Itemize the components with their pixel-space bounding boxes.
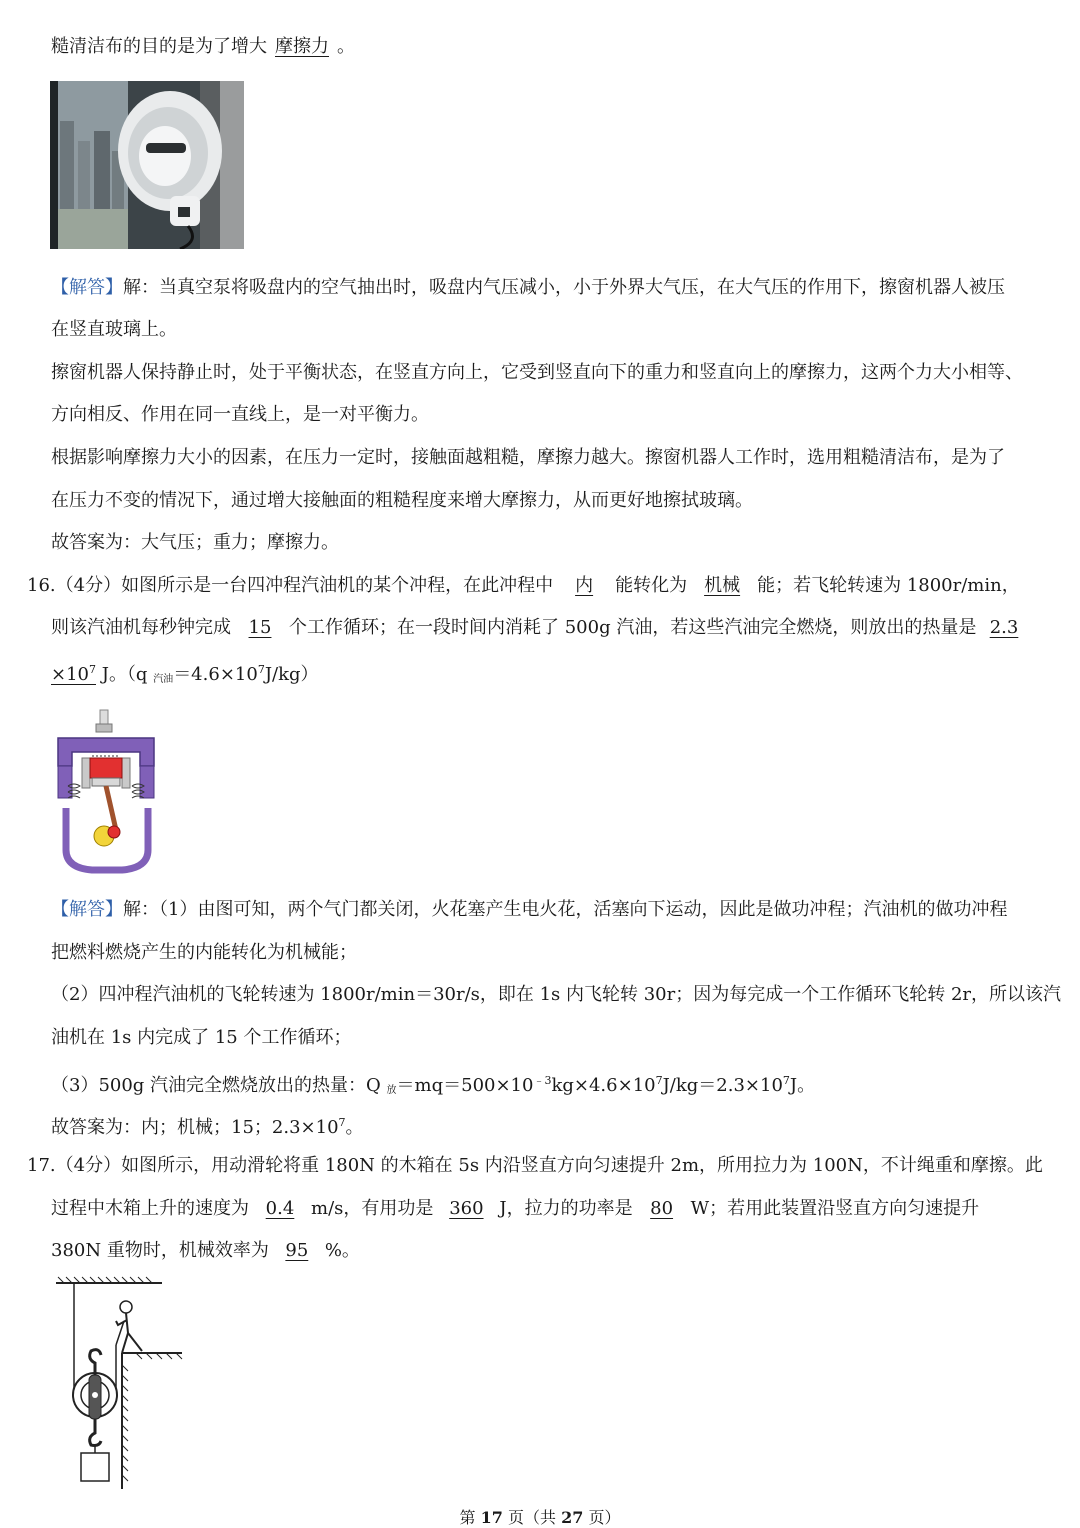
- q15-answer-blank: 摩擦力: [275, 36, 329, 57]
- current-page-number: 17: [480, 1508, 503, 1527]
- question-number: 17.: [27, 1155, 56, 1176]
- q16-answer-line-2: 把燃料燃烧产生的内能转化为机械能；: [51, 942, 357, 963]
- q17-blank-efficiency: 95: [285, 1240, 309, 1261]
- q17-blank-speed: 0.4: [265, 1198, 295, 1219]
- q15-answer-line-5: 根据影响摩擦力大小的因素，在压力一定时，接触面越粗糙，摩擦力越大。擦窗机器人工作时，选用粗糙清洁布，是为了: [51, 447, 1005, 468]
- q16-blank-energy-2: 机械: [704, 575, 741, 596]
- q16-answer-line-6: 故答案为：内；机械；15；$2.3\times 10^7$。: [51, 1116, 364, 1138]
- q16-blank-heat: 2.3: [989, 617, 1019, 638]
- q16-answer-line-3: （2）四冲程汽油机的飞轮转速为 1800r/min＝30r/s，即在 1s 内飞轮转 30r；因为每完成一个工作循环飞轮转 2r，所以该汽: [51, 984, 1062, 1005]
- q16-line-3: $\times 10^7$ J。（q $_{汽油}=4.6\times 10^7J/kg$）: [51, 663, 319, 685]
- total-page-count: 27: [561, 1508, 584, 1527]
- q15-answer-line-2: 在竖直玻璃上。: [51, 319, 177, 340]
- q15-answer-line-4: 方向相反、作用在同一直线上，是一对平衡力。: [51, 404, 429, 425]
- answer-tag: 【解答】: [51, 899, 123, 920]
- q17-blank-work: 360: [449, 1198, 484, 1219]
- q17-blank-power: 80: [650, 1198, 674, 1219]
- q17-line-2: 过程中木箱上升的速度为 0.4 m/s，有用功是 360 J，拉力的功率是 80 W；若用此装置沿竖直方向匀速提升: [51, 1196, 979, 1222]
- q16-answer-line-1: 【解答】解：（1）由图可知，两个气门都关闭，火花塞产生电火花，活塞向下运动，因此是做功冲程；汽油机的做功冲程: [51, 899, 1008, 920]
- q16-line-2: 则该汽油机每秒钟完成 15 个工作循环；在一段时间内消耗了 500g 汽油，若这些汽油完全燃烧，则放出的热量是 2.3: [51, 615, 1018, 641]
- movable-pulley-diagram: [52, 1275, 186, 1493]
- q16-blank-cycles: 15: [248, 617, 272, 638]
- q16-blank-energy-1: 内: [575, 575, 594, 596]
- question-number: 16.: [27, 575, 56, 596]
- q16-blank-heat-cont: $\times 10^7$: [51, 663, 96, 685]
- q16-answer-line-5: （3）500g 汽油完全燃烧放出的热量：Q $_放=mq=500\times 10^{﹣3}kg\times 4.6\times 10^7J/kg=2.3\times 10^7J$。: [51, 1074, 816, 1096]
- window-cleaning-robot-photo: [50, 81, 244, 249]
- q17-line-3: 380N 重物时，机械效率为 95 %。: [51, 1238, 360, 1264]
- four-stroke-engine-diagram: [52, 708, 160, 874]
- q15-answer-line-1: 【解答】解：当真空泵将吸盘内的空气抽出时，吸盘内气压减小，小于外界大气压，在大气压的作用下，擦窗机器人被压: [51, 277, 1005, 298]
- q15-answer-line-6: 在压力不变的情况下，通过增大接触面的粗糙程度来增大摩擦力，从而更好地擦拭玻璃。: [51, 490, 753, 511]
- answer-tag: 【解答】: [51, 277, 123, 298]
- q15-answer-line-7: 故答案为：大气压；重力；摩擦力。: [51, 532, 339, 553]
- q16-answer-line-4: 油机在 1s 内完成了 15 个工作循环；: [51, 1027, 352, 1048]
- q16-line-1: 16.（4分）如图所示是一台四冲程汽油机的某个冲程，在此冲程中 内 能转化为 机械 能；若飞轮转速为 1800r/min，: [27, 573, 1020, 599]
- page-footer: 第 17 页（共 27 页）: [459, 1508, 621, 1527]
- q15-answer-line-3: 擦窗机器人保持静止时，处于平衡状态，在竖直方向上，它受到竖直向下的重力和竖直向上的摩擦力，这两个力大小相等、: [51, 362, 1023, 383]
- q17-line-1: 17.（4分）如图所示，用动滑轮将重 180N 的木箱在 5s 内沿竖直方向匀速提升 2m，所用拉力为 100N，不计绳重和摩擦。此: [27, 1155, 1043, 1176]
- q15-last-line: 糙清洁布的目的是为了增大 摩擦力 。: [51, 34, 355, 60]
